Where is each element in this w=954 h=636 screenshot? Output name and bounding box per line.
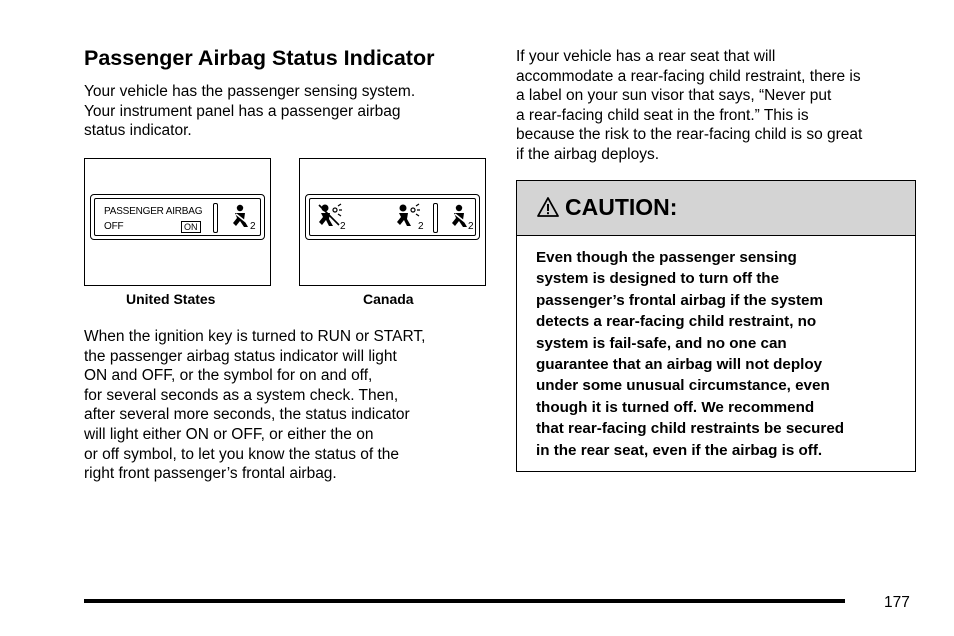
display-label-on: ON <box>181 221 201 233</box>
body-line: for several seconds as a system check. Then, <box>84 386 399 404</box>
caution-line: passenger’s frontal airbag if the system <box>536 291 823 309</box>
display-divider <box>433 203 438 233</box>
seat-number: 2 <box>340 221 346 232</box>
intro-line: status indicator. <box>84 122 192 140</box>
figure-canada <box>299 158 486 286</box>
caution-line: guarantee that an airbag will not deploy <box>536 356 823 374</box>
right-line: because the risk to the rear-facing child is so great <box>516 126 863 144</box>
caution-line: detects a rear-facing child restraint, no <box>536 313 817 331</box>
display-divider <box>213 203 218 233</box>
right-line: if the airbag deploys. <box>516 145 660 163</box>
figure-united-states <box>84 158 271 286</box>
body-paragraph <box>84 327 425 484</box>
airbag-off-symbol-icon <box>316 202 342 228</box>
status-display-us <box>90 194 265 240</box>
display-bezel <box>94 198 261 236</box>
section-heading: Passenger Airbag Status Indicator <box>84 46 435 70</box>
right-line: accommodate a rear-facing child restraint, there is <box>516 67 861 85</box>
right-line: a rear-facing child seat in the front.” This is <box>516 106 809 124</box>
body-line: will light either ON or OFF, or either the on <box>84 425 374 443</box>
display-label-passenger-airbag: PASSENGER AIRBAG <box>104 206 203 217</box>
right-line: If your vehicle has a rear seat that will <box>516 48 776 65</box>
body-line: When the ignition key is turned to RUN or START, <box>84 328 426 345</box>
caution-header <box>517 181 915 236</box>
display-bezel <box>309 198 476 236</box>
footer-rule <box>84 599 845 603</box>
caution-line: system is designed to turn off the <box>536 270 780 288</box>
caution-line: in the rear seat, even if the airbag is off. <box>536 441 823 459</box>
intro-paragraph <box>84 82 415 141</box>
body-line: right front passenger’s frontal airbag. <box>84 465 337 483</box>
caution-line: Even though the passenger sensing <box>536 249 797 266</box>
sun-visor-paragraph <box>516 47 862 165</box>
seat-number: 2 <box>418 221 424 232</box>
caution-line: system is fail-safe, and no one can <box>536 334 787 352</box>
intro-line: Your instrument panel has a passenger airbag <box>84 102 401 120</box>
caution-text <box>536 247 844 461</box>
caution-line: under some unusual circumstance, even <box>536 377 830 395</box>
seat-number: 2 <box>250 221 256 232</box>
caption-canada: Canada <box>363 291 414 307</box>
body-line: or off symbol, to let you know the status of the <box>84 445 400 463</box>
body-line: ON and OFF, or the symbol for on and off, <box>84 367 373 385</box>
warning-triangle-icon <box>537 196 559 218</box>
status-display-canada <box>305 194 480 240</box>
caption-united-states: United States <box>126 291 216 307</box>
page-number: 177 <box>884 594 910 611</box>
airbag-on-symbol-icon <box>394 202 420 228</box>
caution-line: though it is turned off. We recommend <box>536 398 815 416</box>
caution-title: CAUTION: <box>565 194 678 220</box>
display-label-off: OFF <box>104 221 124 232</box>
right-line: a label on your sun visor that says, “Never put <box>516 87 832 105</box>
caution-line: that rear-facing child restraints be secured <box>536 420 845 438</box>
caution-box <box>516 180 916 472</box>
intro-line: Your vehicle has the passenger sensing system. <box>84 83 416 100</box>
seat-number: 2 <box>468 221 474 232</box>
body-line: after several more seconds, the status indicator <box>84 406 410 424</box>
body-line: the passenger airbag status indicator will light <box>84 347 397 365</box>
